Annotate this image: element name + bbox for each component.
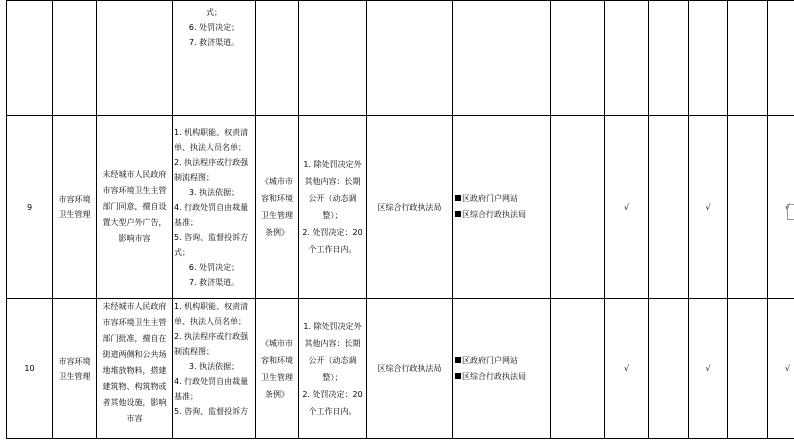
cell-num xyxy=(7,1,53,116)
cell-check-1 xyxy=(605,1,649,116)
time-line: 2. 处罚决定：20个工作日内。 xyxy=(302,228,363,254)
square-bullet-icon xyxy=(455,211,461,217)
cell-check-2 xyxy=(689,1,728,116)
time-line: 1. 除处罚决定外其他内容：长期公开（动态调整）； xyxy=(303,321,362,382)
cell-check-3 xyxy=(768,1,794,116)
channel-item: 区政府门户网站 xyxy=(455,353,548,369)
cell-blank xyxy=(728,1,768,116)
channel-item: 区综合行政执法局 xyxy=(455,207,548,223)
item-content xyxy=(97,299,173,439)
cell-blank xyxy=(649,299,689,439)
item-name: 市容环境卫生管理 xyxy=(53,299,97,439)
cell-blank xyxy=(551,299,605,439)
step-line: 4. 行政处罚自由裁量基准； xyxy=(174,202,249,227)
item-content: 未经城市人民政府市容环境卫生主管部门同意，擅自设置大型户外广告，影响市容 xyxy=(97,116,173,299)
cell-blank xyxy=(649,116,689,299)
cell-blank xyxy=(551,116,605,299)
row-number: 10 xyxy=(7,299,53,439)
step-line: 5. 咨询、监督投诉方 xyxy=(174,407,249,416)
channel-item: 区政府门户网站 xyxy=(455,191,548,207)
item-content-text: 未经城市人民政府市容环境卫生主管部门批准，擅自在街道两侧和公共场地堆放物料，搭建建筑物、构筑物或者其他设施，影响市容 xyxy=(102,302,167,423)
disclosure-table xyxy=(6,0,794,439)
step-line: 5. 咨询、监督投诉方式； xyxy=(174,232,249,257)
cell-basis xyxy=(256,1,299,116)
check-mark: √ xyxy=(768,299,794,439)
cell-steps xyxy=(173,1,256,116)
cell-content xyxy=(97,1,173,116)
disclosure-steps xyxy=(173,116,256,299)
square-bullet-icon xyxy=(455,195,461,201)
cell-blank xyxy=(551,1,605,116)
cell-subject xyxy=(367,1,453,116)
item-name: 市容环境卫生管理 xyxy=(53,116,97,299)
step-line: 3. 执法依据； xyxy=(188,187,240,197)
legal-basis: 《城市市容和环境卫生管理条例》 xyxy=(256,299,299,439)
disclosure-subject: 区综合行政执法局 xyxy=(367,299,453,439)
disclosure-steps xyxy=(173,299,256,439)
check-mark: √ xyxy=(768,116,794,299)
time-line: 2. 处罚决定：20个工作日内。 xyxy=(302,389,363,416)
step-line: 6. 处罚决定； xyxy=(188,23,240,32)
disclosure-channels xyxy=(453,116,551,299)
step-line: 2. 执法程序或行政强制流程图； xyxy=(174,332,249,356)
check-mark: √ xyxy=(689,116,728,299)
step-line: 7. 救济渠道。 xyxy=(188,38,240,47)
step-line: 3. 执法依据； xyxy=(188,362,240,371)
table-row-9 xyxy=(7,116,794,299)
channel-item: 区综合行政执法局 xyxy=(455,369,548,385)
cell-channels xyxy=(453,1,551,116)
cell-time xyxy=(299,1,367,116)
square-bullet-icon xyxy=(455,373,461,379)
step-line: 6. 处罚决定； xyxy=(188,262,240,272)
cell-blank xyxy=(728,299,768,439)
check-mark: √ xyxy=(605,299,649,439)
step-line: 2. 执法程序或行政强制流程图； xyxy=(174,157,249,182)
step-line: 4. 行政处罚自由裁量基准； xyxy=(174,377,249,401)
table-row-top-continued xyxy=(7,1,794,116)
step-line: 7. 救济渠道。 xyxy=(188,277,240,287)
row-number: 9 xyxy=(7,116,53,299)
check-mark: √ xyxy=(605,116,649,299)
cell-blank xyxy=(649,1,689,116)
disclosure-subject: 区综合行政执法局 xyxy=(367,116,453,299)
table-row-10 xyxy=(7,299,794,439)
cell-item xyxy=(53,1,97,116)
step-line: 式； xyxy=(206,8,222,17)
page-edge-marker xyxy=(787,204,794,220)
cell-blank xyxy=(728,116,768,299)
disclosure-channels xyxy=(453,299,551,439)
step-line: 1. 机构职能、权责清单、执法人员名单； xyxy=(174,127,249,152)
check-mark: √ xyxy=(689,299,728,439)
step-line: 1. 机构职能、权责清单、执法人员名单； xyxy=(174,302,249,326)
disclosure-time xyxy=(299,116,367,299)
disclosure-time xyxy=(299,299,367,439)
time-line: 1. 除处罚决定外其他内容：长期公开（动态调整）； xyxy=(303,160,362,220)
legal-basis: 《城市市容和环境卫生管理条例》 xyxy=(256,116,299,299)
square-bullet-icon xyxy=(455,357,461,363)
